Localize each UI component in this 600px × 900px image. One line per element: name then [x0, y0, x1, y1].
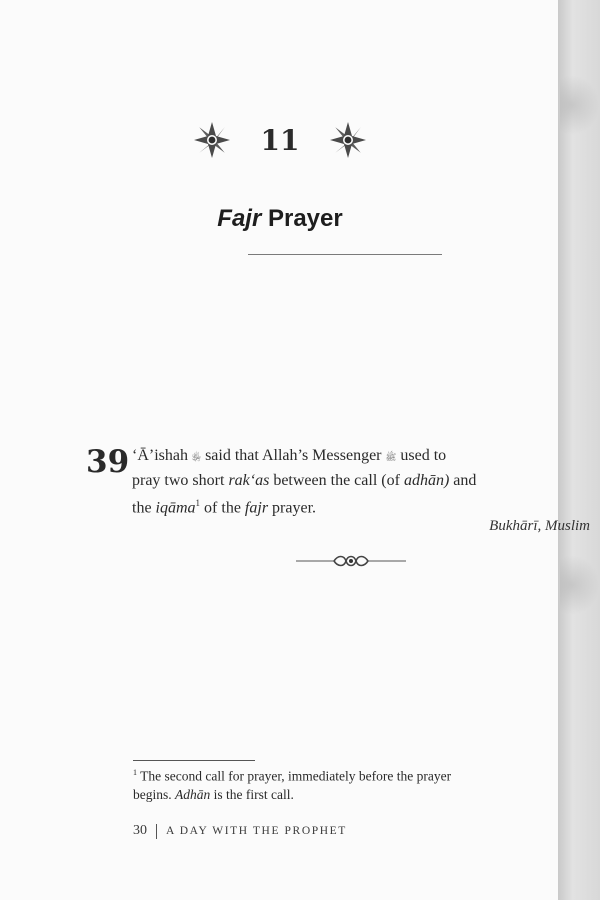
english-line: pray two short rak‘as between the call (of adhān) and — [132, 472, 477, 489]
salutation-icon: ﷺ — [385, 452, 397, 462]
hadith-reference: Bukhārī, Muslim — [489, 518, 590, 534]
honorific-icon: ﵂ — [191, 452, 202, 462]
edge-smudge — [560, 75, 600, 135]
chapter-number: 11 — [260, 123, 300, 157]
footnote-marker: 1 — [195, 498, 201, 508]
english-line: ‘Ā’ishah ﵂ said that Allah’s Messenger ﷺ used to — [132, 447, 447, 464]
title-underline — [248, 254, 442, 255]
title-italic-word: Fajr — [217, 205, 262, 232]
footnote-line: begins. Adhān is the first call. — [133, 786, 294, 802]
hadith-39-english — [132, 444, 550, 519]
page-footer — [133, 823, 347, 839]
chapter-header — [0, 118, 560, 162]
hadith-number: 39 — [86, 444, 130, 480]
footer-separator — [156, 824, 157, 839]
title-rest: Prayer — [261, 205, 343, 232]
ornament-divider-icon — [296, 553, 406, 573]
edge-smudge — [560, 555, 600, 615]
chapter-title — [0, 205, 560, 233]
footnote-rule — [133, 760, 255, 761]
page-edge-shadow — [558, 0, 600, 900]
eight-point-star-icon — [192, 120, 232, 160]
footnote — [133, 764, 551, 804]
eight-point-star-icon — [328, 120, 368, 160]
running-head: A DAY WITH THE PROPHET — [166, 825, 347, 837]
english-line: the iqāma$^1$ of the fajr prayer. — [132, 498, 317, 517]
footnote-line: $^1$ The second call for prayer, immediately before the prayer — [133, 768, 452, 784]
page-number: 30 — [133, 823, 147, 838]
